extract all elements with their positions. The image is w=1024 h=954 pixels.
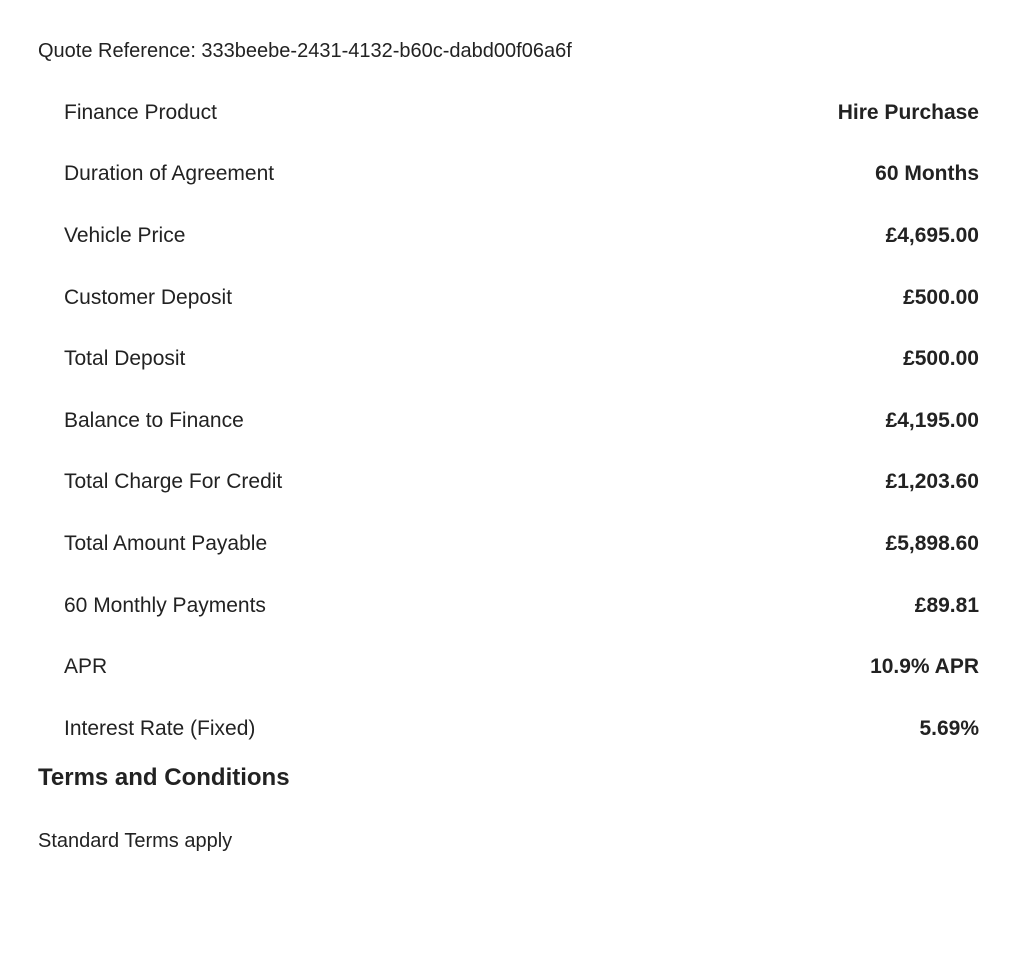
row-balance-to-finance (64, 390, 979, 452)
row-label: Total Charge For Credit (64, 470, 283, 494)
terms-text: Standard Terms apply (38, 830, 233, 852)
row-label: Vehicle Price (64, 223, 186, 247)
row-monthly-payments (64, 575, 979, 637)
row-duration-of-agreement (64, 144, 979, 206)
row-value: Hire Purchase (837, 100, 979, 124)
terms-heading: Terms and Conditions (38, 764, 290, 791)
row-label: Finance Product (64, 100, 217, 124)
row-label: Total Amount Payable (64, 531, 268, 555)
row-label: APR (64, 655, 108, 679)
row-interest-rate (64, 698, 979, 760)
row-total-deposit (64, 328, 979, 390)
row-value: £5,898.60 (885, 531, 979, 555)
row-label: 60 Monthly Payments (64, 593, 266, 617)
row-customer-deposit (64, 267, 979, 329)
row-value: 10.9% APR (870, 655, 979, 679)
row-value: 60 Months (875, 162, 979, 186)
row-label: Interest Rate (Fixed) (64, 716, 256, 740)
row-vehicle-price (64, 205, 979, 267)
row-finance-product (64, 82, 979, 144)
row-label: Duration of Agreement (64, 162, 275, 186)
row-value: £89.81 (914, 593, 979, 617)
quote-reference: Quote Reference: 333beebe-2431-4132-b60c-dabd00f06a6f (38, 40, 572, 62)
row-value: £4,195.00 (885, 408, 979, 432)
row-label: Total Deposit (64, 347, 186, 371)
row-value: £500.00 (903, 285, 979, 309)
row-value: £1,203.60 (885, 470, 979, 494)
row-label: Balance to Finance (64, 408, 244, 432)
quote-details-table (64, 82, 979, 760)
row-value: £500.00 (903, 347, 979, 371)
row-value: 5.69% (919, 716, 979, 740)
row-total-charge-for-credit (64, 452, 979, 514)
row-label: Customer Deposit (64, 285, 233, 309)
row-total-amount-payable (64, 513, 979, 575)
row-apr (64, 636, 979, 698)
row-value: £4,695.00 (885, 223, 979, 247)
